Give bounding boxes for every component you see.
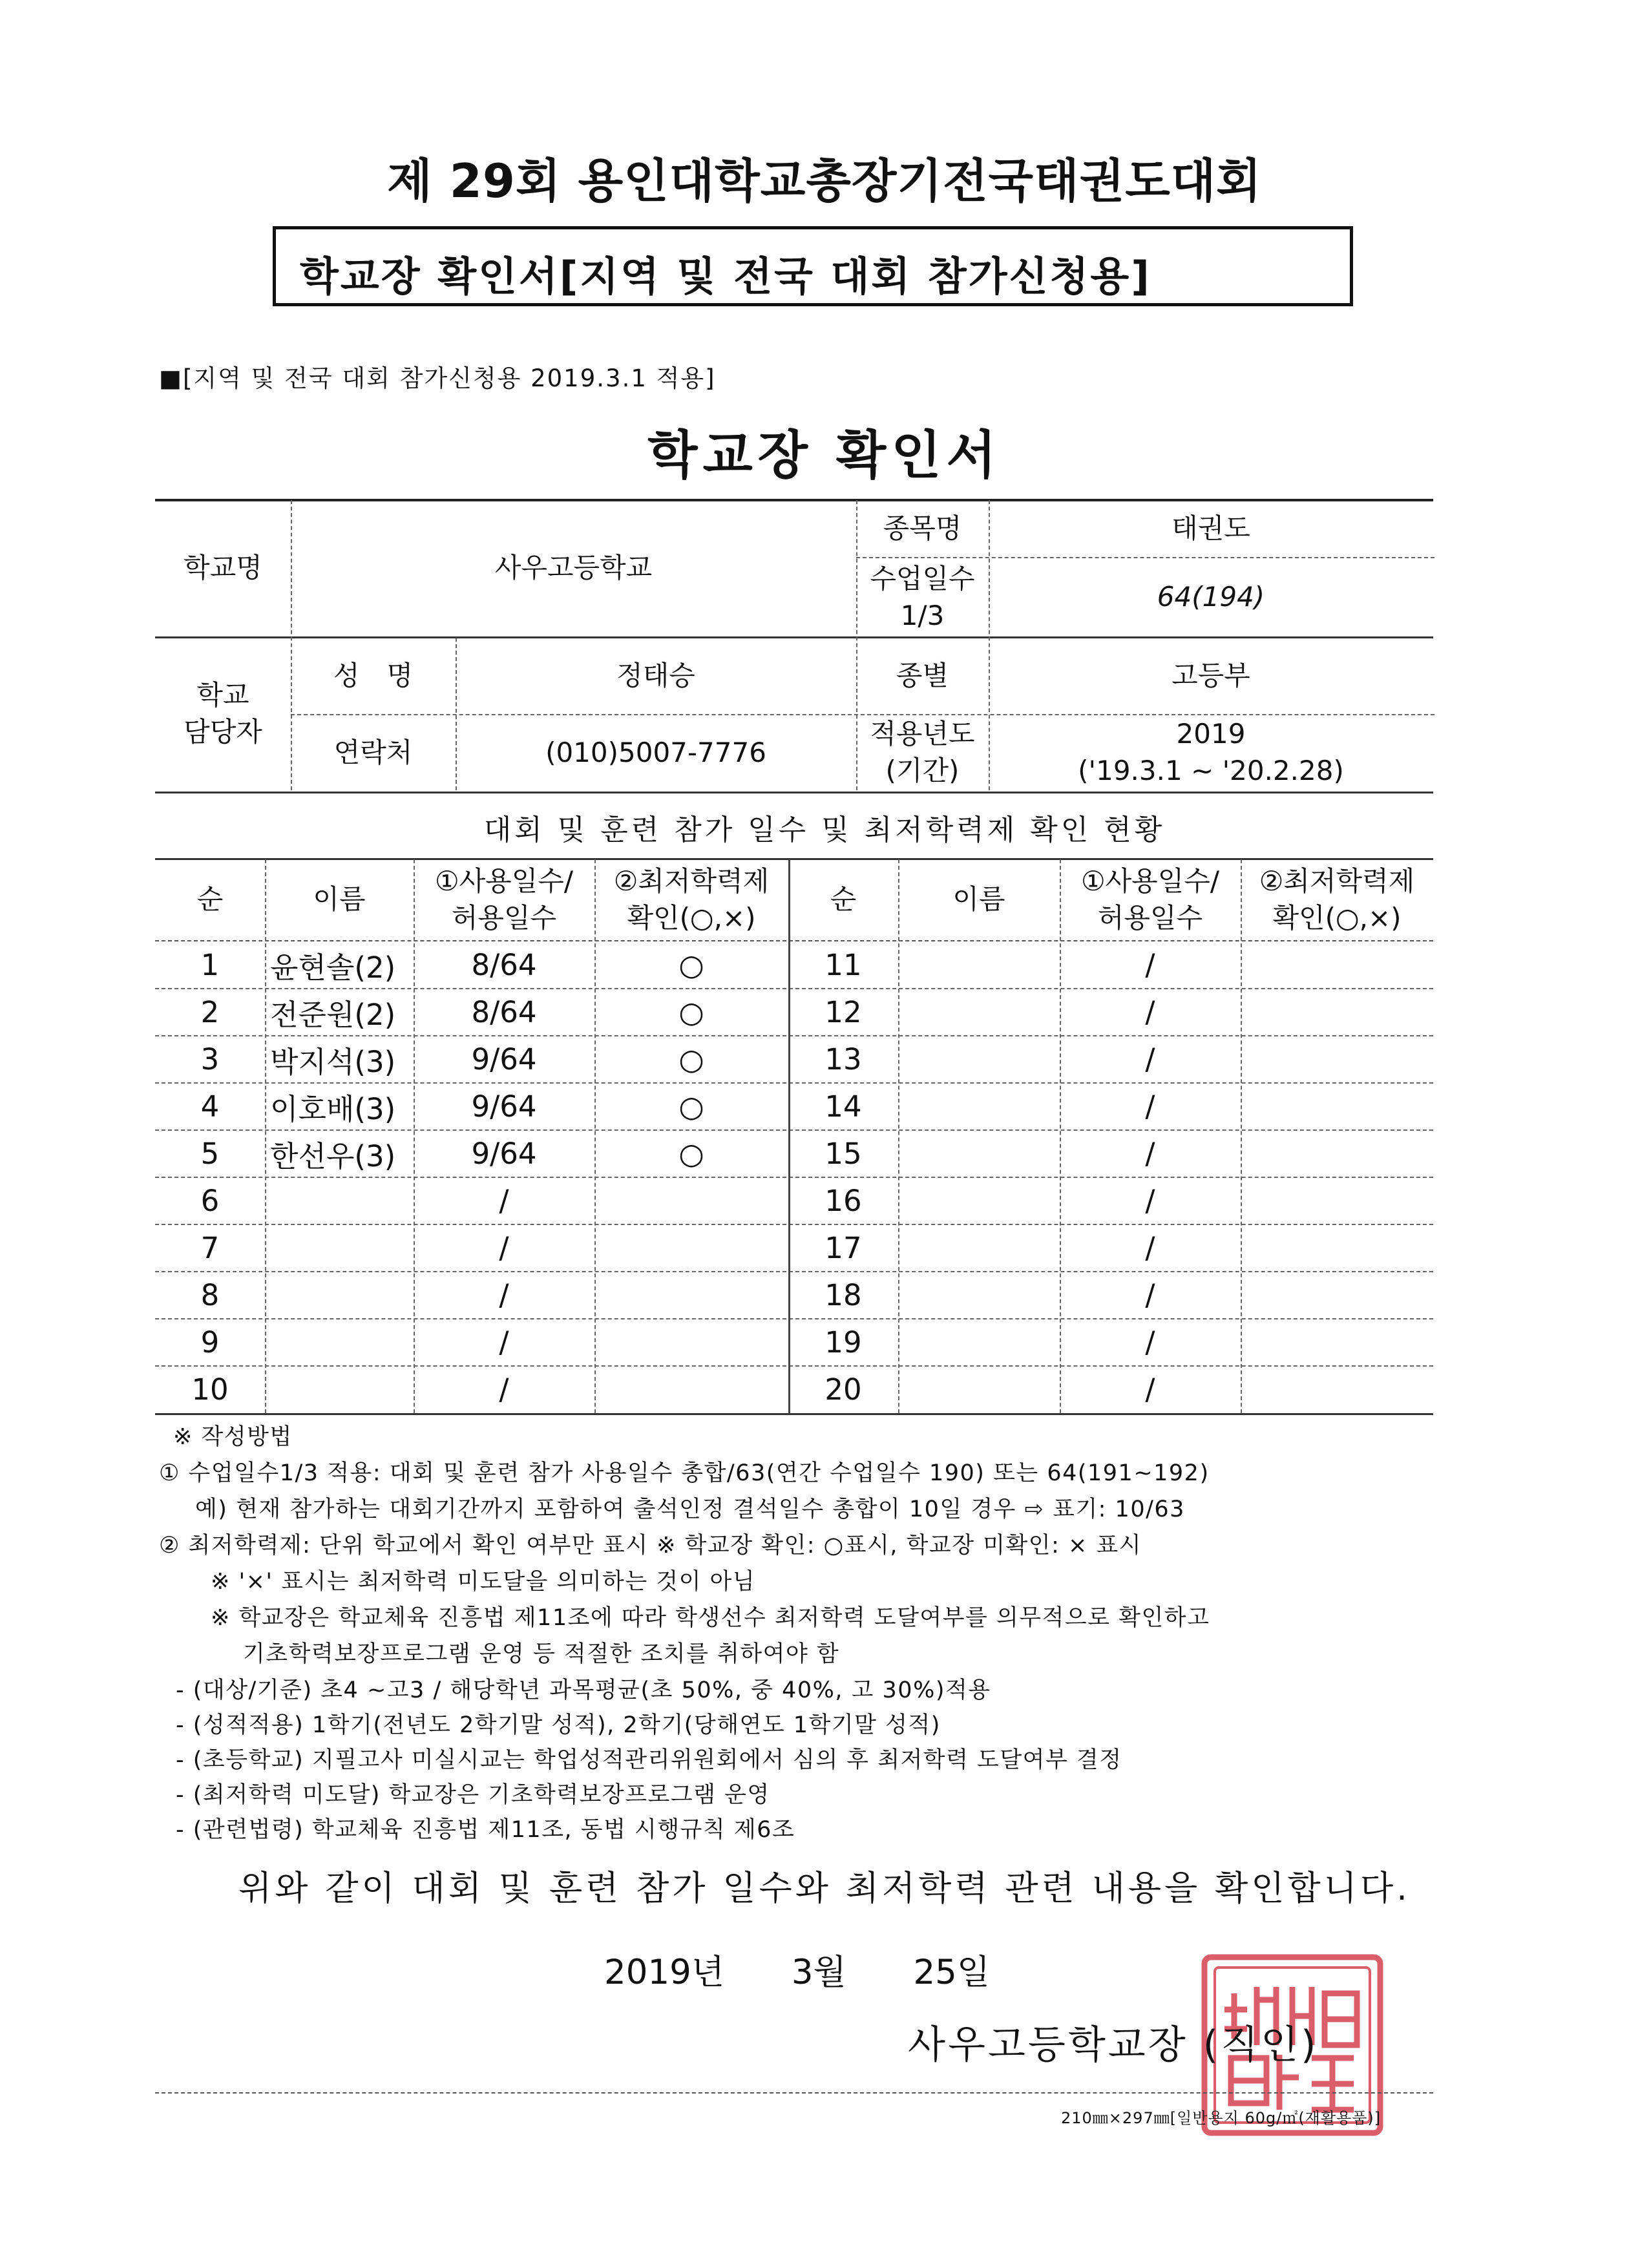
academic-check — [1241, 1366, 1433, 1412]
row-number: 11 — [824, 947, 862, 982]
academic-check — [1241, 1319, 1433, 1365]
status-bottom-rule — [155, 1413, 1433, 1415]
header-name-right: 이름 — [952, 883, 1005, 916]
student-name — [898, 1036, 1065, 1082]
row-number: 8 — [200, 1277, 220, 1312]
row-number: 19 — [824, 1325, 862, 1360]
contact-label: 연락처 — [333, 736, 413, 768]
header-use-left — [414, 859, 594, 940]
row-number: 4 — [200, 1089, 220, 1124]
academic-check — [594, 1224, 788, 1271]
header-use-line2: 허용일수 — [1097, 901, 1203, 934]
academic-check — [1241, 1036, 1433, 1082]
year-label — [856, 715, 989, 790]
guide-line: ① 수업일수1/3 적용: 대회 및 훈련 참가 사용일수 총합/63(연간 수업일수 190) 또는 64(191~192) — [159, 1460, 1210, 1486]
year-label-line2: (기간) — [885, 755, 960, 786]
name-value: 정태승 — [616, 659, 695, 691]
academic-check — [1241, 1130, 1433, 1177]
academic-check — [1241, 1177, 1433, 1224]
year-label-line1: 적용년도 — [870, 718, 975, 750]
manager-label-line2: 담당자 — [184, 716, 262, 748]
type-label: 종별 — [896, 659, 949, 691]
student-name — [898, 1224, 1065, 1271]
row-number: 18 — [824, 1277, 862, 1312]
row-number: 6 — [200, 1183, 220, 1218]
used-days: / — [1145, 1230, 1155, 1265]
status-table-title: 대회 및 훈련 참가 일수 및 최저학력제 확인 현황 — [483, 814, 1166, 846]
row-number: 16 — [824, 1183, 862, 1218]
header-check-line1: ②최저학력제 — [1259, 865, 1415, 897]
row-number: 10 — [191, 1372, 229, 1407]
header-check-line1: ②최저학력제 — [613, 865, 770, 897]
student-name — [265, 1272, 419, 1318]
used-days: / — [1145, 994, 1155, 1029]
row-number: 9 — [200, 1325, 220, 1360]
academic-check — [594, 1272, 788, 1318]
year-value-line1: 2019 — [1176, 718, 1246, 750]
used-days: 9/64 — [471, 1042, 537, 1076]
used-days: / — [1145, 947, 1155, 982]
header-use-line1: ①사용일수/ — [1080, 865, 1220, 897]
row-number: 2 — [200, 994, 220, 1029]
school-label: 학교명 — [184, 552, 262, 584]
student-name — [265, 1319, 419, 1365]
document-title: 학교장 확인서 — [647, 425, 1002, 485]
date-day: 25일 — [913, 1953, 991, 1992]
used-days: / — [1145, 1277, 1155, 1312]
info-bottom-rule — [155, 792, 1433, 793]
student-name: 전준원(2) — [270, 997, 396, 1032]
row-number: 17 — [824, 1230, 862, 1265]
confirmation-sentence: 위와 같이 대회 및 훈련 참가 일수와 최저학력 관련 내용을 확인합니다. — [238, 1869, 1411, 1908]
type-value: 고등부 — [1171, 659, 1250, 691]
row-number: 15 — [824, 1136, 862, 1171]
header-name-left: 이름 — [313, 883, 366, 916]
sport-label: 종목명 — [883, 512, 962, 544]
academic-check — [594, 1319, 788, 1365]
paper-spec: 210㎜×297㎜[일반용지 60g/㎡(재활용품)] — [1061, 2109, 1381, 2127]
guide-line: ※ 학교장은 학교체육 진흥법 제11조에 따라 학생선수 최저학력 도달여부를 의무적으로 확인하고 — [211, 1605, 1210, 1631]
year-value — [989, 715, 1433, 790]
student-name: 이호배(3) — [270, 1091, 396, 1126]
guide-line: - (성적적용) 1학기(전년도 2학기말 성적), 2학기(당해연도 1학기말 성적) — [176, 1712, 941, 1738]
header-check-right — [1241, 859, 1433, 940]
days-label-line1: 수업일수 — [870, 562, 975, 594]
issue-date — [604, 1945, 990, 1994]
student-name — [898, 989, 1065, 1035]
row-number: 14 — [824, 1089, 862, 1124]
student-name — [898, 1177, 1065, 1224]
used-days: 8/64 — [471, 994, 537, 1029]
academic-check — [1241, 989, 1433, 1035]
row-number: 1 — [200, 947, 220, 982]
academic-check — [594, 1366, 788, 1412]
form-name: 학교장 확인서[지역 및 전국 대회 참가신청용] — [300, 253, 1151, 300]
academic-check: ○ — [678, 994, 704, 1029]
header-use-line1: ①사용일수/ — [434, 865, 574, 897]
guide-line: - (대상/기준) 초4 ~고3 / 해당학년 과목평균(초 50%, 중 40%, 고 30%)적용 — [176, 1677, 991, 1703]
guide-line: - (최저학력 미도달) 학교장은 기초학력보장프로그램 운영 — [176, 1782, 770, 1808]
guide-line: ※ '×' 표시는 최저학력 미도달을 의미하는 것이 아님 — [211, 1569, 756, 1595]
student-name — [898, 1272, 1065, 1318]
used-days: / — [499, 1372, 509, 1407]
row-number: 12 — [824, 994, 862, 1029]
academic-check — [1241, 1083, 1433, 1129]
guide-heading: ※ 작성방법 — [173, 1424, 293, 1450]
used-days: / — [499, 1325, 509, 1360]
row-number: 13 — [824, 1042, 862, 1076]
event-title: 제 29회 용인대학교총장기전국태권도대회 — [387, 154, 1262, 208]
footer-rule — [155, 2092, 1433, 2094]
header-check-line2: 확인(○,×) — [1272, 901, 1402, 934]
student-name — [265, 1224, 419, 1271]
used-days: 9/64 — [471, 1089, 537, 1124]
name-label: 성 명 — [333, 659, 414, 691]
academic-check: ○ — [678, 1089, 704, 1124]
used-days: / — [1145, 1136, 1155, 1171]
header-no-left: 순 — [196, 883, 224, 916]
used-days: / — [499, 1183, 509, 1218]
academic-check — [1241, 1272, 1433, 1318]
used-days: / — [1145, 1042, 1155, 1076]
header-use-line2: 허용일수 — [451, 901, 557, 934]
student-name — [898, 1083, 1065, 1129]
student-name — [898, 1130, 1065, 1177]
contact-value: (010)5007-7776 — [545, 736, 766, 768]
date-year: 2019년 — [604, 1953, 725, 1992]
row-number: 5 — [200, 1136, 220, 1171]
header-check-left — [594, 859, 788, 940]
student-name — [898, 1319, 1065, 1365]
year-period: ('19.3.1 ~ '20.2.28) — [1078, 755, 1344, 786]
used-days: / — [499, 1230, 509, 1265]
header-no-right: 순 — [830, 883, 857, 916]
row-number: 3 — [200, 1042, 220, 1076]
academic-check: ○ — [678, 1136, 704, 1171]
used-days: / — [1145, 1372, 1155, 1407]
student-name — [898, 941, 1065, 988]
guide-line: - (관련법령) 학교체육 진흥법 제11조, 동법 시행규칙 제6조 — [176, 1817, 795, 1843]
student-name — [898, 1366, 1065, 1412]
used-days: / — [499, 1277, 509, 1312]
header-use-right — [1060, 859, 1241, 940]
used-days: 9/64 — [471, 1136, 537, 1171]
days-label — [856, 558, 989, 636]
academic-check — [594, 1177, 788, 1224]
academic-check: ○ — [678, 1042, 704, 1076]
student-name: 윤현솔(2) — [270, 950, 396, 985]
student-name — [265, 1366, 419, 1412]
school-value: 사우고등학교 — [494, 552, 653, 584]
row-number: 7 — [200, 1230, 220, 1265]
guide-line: ② 최저학력제: 단위 학교에서 확인 여부만 표시 ※ 학교장 확인: ○표시, 학교장 미확인: × 표시 — [159, 1533, 1142, 1559]
used-days: 8/64 — [471, 947, 537, 982]
guide-line: - (초등학교) 지필고사 미실시교는 학업성적관리위원회에서 심의 후 최저학력 도달여부 결정 — [176, 1747, 1122, 1773]
row-number: 20 — [824, 1372, 862, 1407]
sport-value: 태권도 — [1171, 512, 1250, 544]
principal-signature: 사우고등학교장 (직인) — [908, 2022, 1319, 2068]
used-days: / — [1145, 1325, 1155, 1360]
header-check-line2: 확인(○,×) — [627, 901, 756, 934]
used-days: / — [1145, 1089, 1155, 1124]
notice-line: ■[지역 및 전국 대회 참가신청용 2019.3.1 적용] — [159, 364, 716, 392]
guide-line: 예) 현재 참가하는 대회기간까지 포함하여 출석인정 결석일수 총합이 10일 경우 ⇨ 표기: 10/63 — [195, 1496, 1185, 1522]
days-value: 64(194) — [1157, 581, 1265, 613]
date-month: 3월 — [791, 1953, 846, 1992]
student-name — [265, 1177, 419, 1224]
manager-label — [155, 638, 291, 790]
used-days: / — [1145, 1183, 1155, 1218]
student-name: 한선우(3) — [270, 1139, 396, 1173]
student-name: 박지석(3) — [270, 1044, 396, 1079]
guide-line: 기초학력보장프로그램 운영 등 적절한 조치를 취하여야 함 — [243, 1641, 840, 1667]
days-label-line2: 1/3 — [900, 599, 945, 631]
academic-check: ○ — [678, 947, 704, 982]
academic-check — [1241, 1224, 1433, 1271]
academic-check — [1241, 941, 1433, 988]
manager-label-line1: 학교 — [196, 679, 249, 711]
